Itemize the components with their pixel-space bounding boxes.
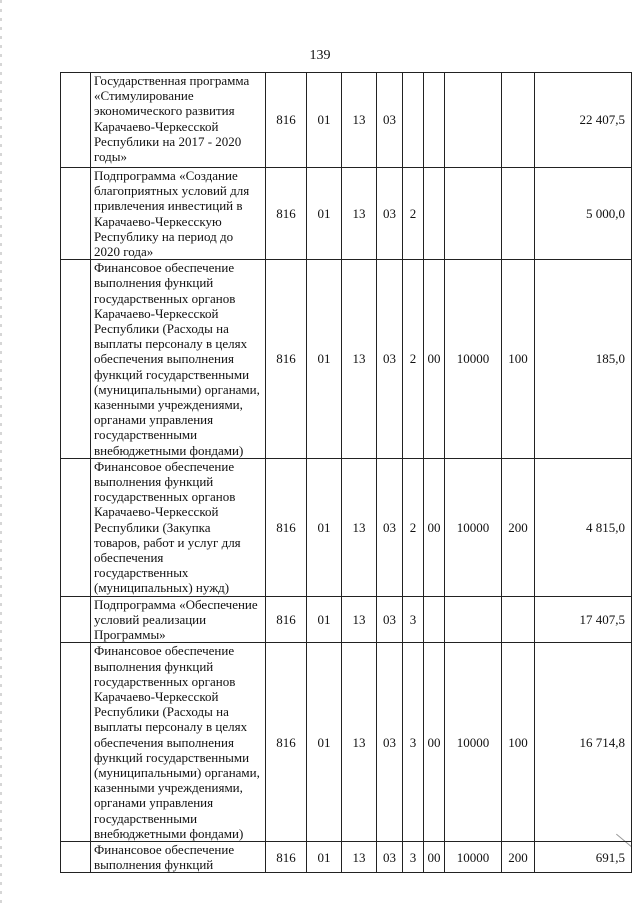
item-name-cell xyxy=(91,260,266,459)
item-name-line: выполнения функций xyxy=(94,658,214,674)
subprogram-code-cell: 2 xyxy=(403,260,424,459)
main-event-code-cell: 00 xyxy=(424,841,445,872)
amount-cell: 4 815,0 xyxy=(535,458,632,596)
item-name-line: органами управления xyxy=(94,795,214,811)
table-row xyxy=(61,458,632,596)
subprogram-code-cell: 2 xyxy=(403,168,424,260)
item-name-line: Финансовое обеспечение xyxy=(94,260,235,276)
section-code-cell: 01 xyxy=(307,458,342,596)
subprogram-code-cell: 2 xyxy=(403,458,424,596)
admin-code-cell: 816 xyxy=(266,168,307,260)
admin-code-cell: 816 xyxy=(266,73,307,168)
admin-code-cell: 816 xyxy=(266,841,307,872)
expense-type-code-cell xyxy=(502,73,535,168)
subsection-code-cell: 13 xyxy=(342,458,377,596)
item-name-line: условий реализации xyxy=(94,611,207,627)
direction-code-cell: 10000 xyxy=(445,643,502,842)
item-name-line: Программы» xyxy=(94,627,166,643)
item-name-line: обеспечения xyxy=(94,550,164,566)
item-name-line: функций государственными xyxy=(94,366,250,382)
item-name-line: Подпрограмма «Обеспечение xyxy=(94,596,258,612)
main-event-code-cell xyxy=(424,596,445,643)
section-code-cell: 01 xyxy=(307,73,342,168)
section-code-cell: 01 xyxy=(307,168,342,260)
item-name-line: 2020 года» xyxy=(94,244,154,260)
item-name-line: годы» xyxy=(94,149,127,165)
table-row xyxy=(61,168,632,260)
expense-type-code-cell xyxy=(502,596,535,643)
direction-code-cell: 10000 xyxy=(445,841,502,872)
amount-cell: 691,5 xyxy=(535,841,632,872)
item-name-line: (муниципальными) органами, xyxy=(94,381,260,397)
row-index-cell xyxy=(61,643,91,842)
item-name-line: Карачаево-Черкесской xyxy=(94,305,219,321)
subsection-code-cell: 13 xyxy=(342,168,377,260)
item-name-line: Республики (Расходы на xyxy=(94,704,229,720)
amount-cell: 22 407,5 xyxy=(535,73,632,168)
expense-type-code-cell xyxy=(502,168,535,260)
item-name-cell xyxy=(91,643,266,842)
item-name-line: (муниципальных) нужд) xyxy=(94,580,230,596)
subsection-code-cell: 13 xyxy=(342,841,377,872)
item-name-line: Карачаево-Черкесской xyxy=(94,118,219,134)
item-name-line: экономического развития xyxy=(94,103,235,119)
subsection-code-cell: 13 xyxy=(342,643,377,842)
item-name-line: казенными учреждениями, xyxy=(94,780,243,796)
table-row xyxy=(61,643,632,842)
program-code-cell: 03 xyxy=(377,643,403,842)
item-name-line: (муниципальными) органами, xyxy=(94,764,260,780)
item-name-line: выполнения функций xyxy=(94,857,214,873)
item-name-line: Республики (Закупка xyxy=(94,519,211,535)
row-index-cell xyxy=(61,458,91,596)
item-name-line: Финансовое обеспечение xyxy=(94,643,235,659)
main-event-code-cell: 00 xyxy=(424,643,445,842)
table-body xyxy=(61,73,632,873)
admin-code-cell: 816 xyxy=(266,596,307,643)
item-name-line: Финансовое обеспечение xyxy=(94,841,235,857)
amount-cell: 17 407,5 xyxy=(535,596,632,643)
direction-code-cell xyxy=(445,596,502,643)
item-name-line: государственных xyxy=(94,565,189,581)
main-event-code-cell: 00 xyxy=(424,458,445,596)
section-code-cell: 01 xyxy=(307,643,342,842)
item-name-line: привлечения инвестиций в xyxy=(94,198,243,214)
program-code-cell: 03 xyxy=(377,458,403,596)
item-name-cell xyxy=(91,458,266,596)
item-name-line: товаров, работ и услуг для xyxy=(94,534,241,550)
table-row xyxy=(61,596,632,643)
item-name-line: выплаты персоналу в целях xyxy=(94,719,248,735)
direction-code-cell xyxy=(445,168,502,260)
item-name-cell xyxy=(91,73,266,168)
amount-cell: 16 714,8 xyxy=(535,643,632,842)
item-name-line: государственных органов xyxy=(94,290,236,306)
item-name-line: Подпрограмма «Создание xyxy=(94,168,238,183)
item-name-line: Карачаево-Черкесской xyxy=(94,504,219,520)
subprogram-code-cell: 3 xyxy=(403,841,424,872)
table-row xyxy=(61,73,632,168)
admin-code-cell: 816 xyxy=(266,458,307,596)
subprogram-code-cell xyxy=(403,73,424,168)
item-name-line: обеспечения выполнения xyxy=(94,351,234,367)
program-code-cell: 03 xyxy=(377,260,403,459)
item-name-cell xyxy=(91,596,266,643)
direction-code-cell: 10000 xyxy=(445,260,502,459)
subsection-code-cell: 13 xyxy=(342,73,377,168)
item-name-line: выплаты персоналу в целях xyxy=(94,336,248,352)
item-name-line: Карачаево-Черкесской xyxy=(94,688,219,704)
item-name-line: государственных органов xyxy=(94,673,236,689)
item-name-line: благоприятных условий для xyxy=(94,183,250,199)
subsection-code-cell: 13 xyxy=(342,596,377,643)
row-index-cell xyxy=(61,168,91,260)
main-event-code-cell xyxy=(424,73,445,168)
direction-code-cell: 10000 xyxy=(445,458,502,596)
item-name-cell xyxy=(91,841,266,872)
item-name-line: выполнения функций xyxy=(94,474,214,490)
admin-code-cell: 816 xyxy=(266,643,307,842)
main-event-code-cell: 00 xyxy=(424,260,445,459)
table-row xyxy=(61,841,632,872)
program-code-cell: 03 xyxy=(377,73,403,168)
item-name-line: Республики на 2017 - 2020 xyxy=(94,133,242,149)
table-row xyxy=(61,260,632,459)
row-index-cell xyxy=(61,260,91,459)
expense-type-code-cell: 200 xyxy=(502,841,535,872)
item-name-line: казенными учреждениями, xyxy=(94,397,243,413)
item-name-line: государственными xyxy=(94,427,198,443)
item-name-line: органами управления xyxy=(94,412,214,428)
section-code-cell: 01 xyxy=(307,596,342,643)
item-name-line: государственными xyxy=(94,810,198,826)
item-name-line: выполнения функций xyxy=(94,275,214,291)
subprogram-code-cell: 3 xyxy=(403,596,424,643)
item-name-line: «Стимулирование xyxy=(94,88,194,104)
item-name-line: Государственная программа xyxy=(94,73,250,88)
item-name-line: обеспечения выполнения xyxy=(94,734,234,750)
expense-type-code-cell: 100 xyxy=(502,260,535,459)
program-code-cell: 03 xyxy=(377,168,403,260)
expense-type-code-cell: 100 xyxy=(502,643,535,842)
item-name-line: Республику на период до xyxy=(94,228,234,244)
row-index-cell xyxy=(61,596,91,643)
item-name-line: внебюджетными фондами) xyxy=(94,825,244,841)
item-name-line: Финансовое обеспечение xyxy=(94,458,235,474)
item-name-line: Карачаево-Черкесскую xyxy=(94,213,222,229)
budget-table xyxy=(60,72,632,873)
amount-cell: 5 000,0 xyxy=(535,168,632,260)
expense-type-code-cell: 200 xyxy=(502,458,535,596)
item-name-line: внебюджетными фондами) xyxy=(94,442,244,458)
direction-code-cell xyxy=(445,73,502,168)
subprogram-code-cell: 3 xyxy=(403,643,424,842)
program-code-cell: 03 xyxy=(377,596,403,643)
main-event-code-cell xyxy=(424,168,445,260)
row-index-cell xyxy=(61,73,91,168)
item-name-line: государственных органов xyxy=(94,489,236,505)
admin-code-cell: 816 xyxy=(266,260,307,459)
subsection-code-cell: 13 xyxy=(342,260,377,459)
item-name-line: функций государственными xyxy=(94,749,250,765)
page-number: 139 xyxy=(309,48,331,63)
row-index-cell xyxy=(61,841,91,872)
section-code-cell: 01 xyxy=(307,841,342,872)
section-code-cell: 01 xyxy=(307,260,342,459)
scan-edge-mark xyxy=(0,0,2,905)
program-code-cell: 03 xyxy=(377,841,403,872)
item-name-cell xyxy=(91,168,266,260)
item-name-line: Республики (Расходы на xyxy=(94,321,229,337)
amount-cell: 185,0 xyxy=(535,260,632,459)
